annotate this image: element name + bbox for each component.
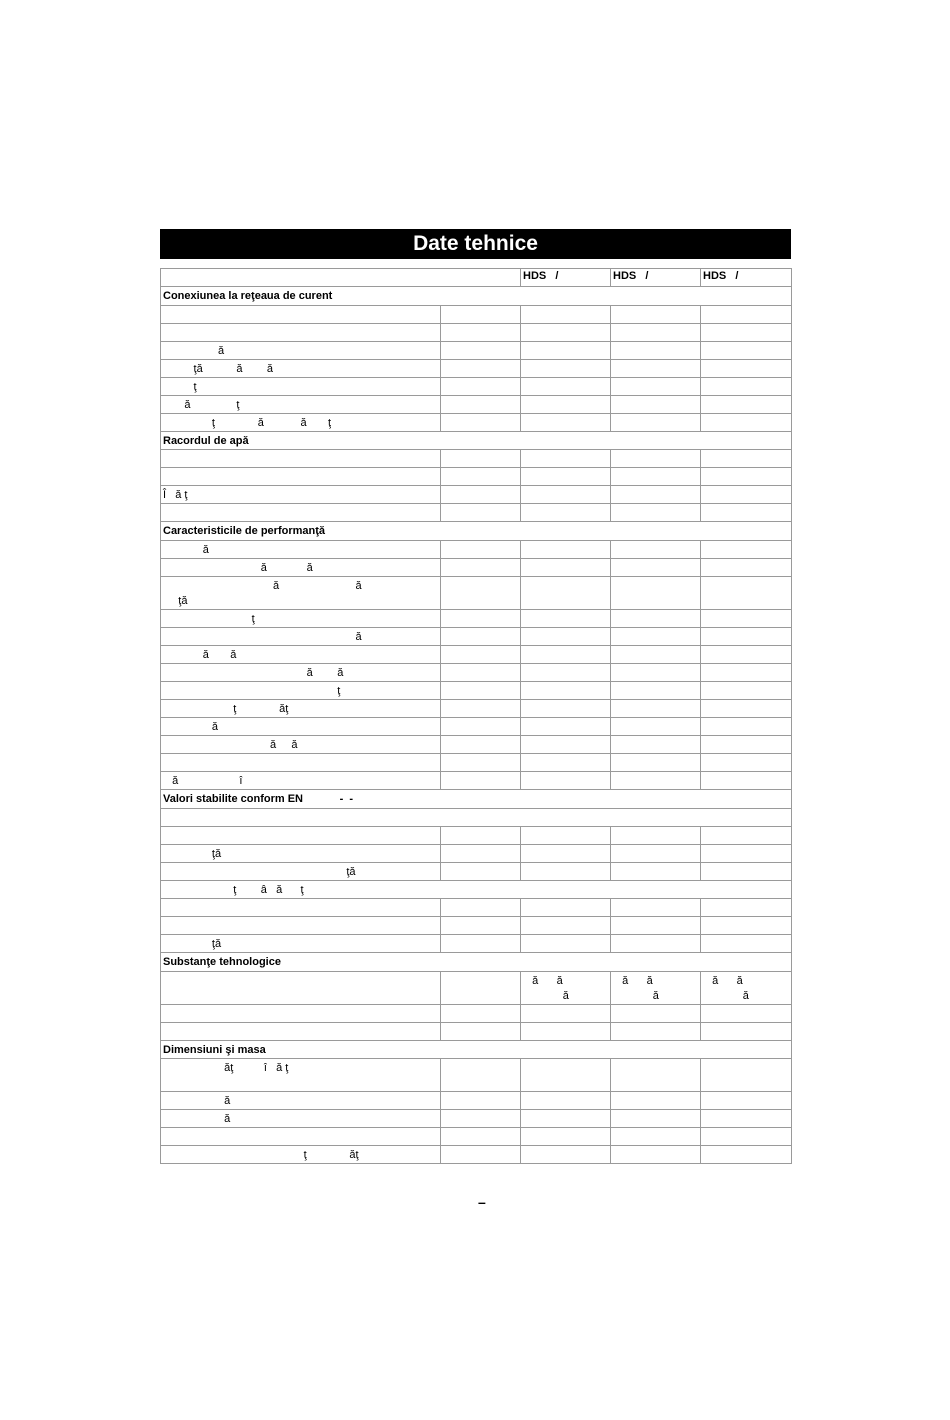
table-row [161, 809, 792, 827]
table-row [161, 1059, 792, 1092]
table-row [161, 772, 792, 790]
table-row [161, 899, 792, 917]
row-label: ă [161, 1110, 441, 1128]
value-cell [701, 541, 792, 559]
value-cell [611, 917, 701, 935]
value-cell [521, 504, 611, 522]
table-row [161, 378, 792, 396]
table-row [161, 1110, 792, 1128]
value-cell [521, 1005, 611, 1023]
value-cell: ă ă ă [701, 972, 792, 1005]
table-row [161, 718, 792, 736]
page-number: – [478, 1194, 486, 1210]
value-cell [521, 378, 611, 396]
value-cell [701, 360, 792, 378]
value-cell [521, 1059, 611, 1092]
table-row [161, 1092, 792, 1110]
value-cell [521, 306, 611, 324]
value-cell [521, 1023, 611, 1041]
row-label [161, 1128, 441, 1146]
value-cell [611, 646, 701, 664]
unit-cell [441, 486, 521, 504]
value-cell [701, 1110, 792, 1128]
value-cell [611, 754, 701, 772]
value-cell [701, 736, 792, 754]
value-cell [611, 378, 701, 396]
value-cell [701, 486, 792, 504]
value-cell [611, 360, 701, 378]
table-row [161, 845, 792, 863]
row-label: ţă [161, 845, 441, 863]
row-label: ţă ă ă [161, 360, 441, 378]
value-cell [611, 863, 701, 881]
value-cell: ă ă ă [521, 972, 611, 1005]
value-cell [701, 342, 792, 360]
row-label: ă [161, 541, 441, 559]
unit-cell [441, 1128, 521, 1146]
unit-cell [441, 845, 521, 863]
row-label: ă [161, 718, 441, 736]
unit-cell [441, 736, 521, 754]
value-cell [521, 468, 611, 486]
section-title: Valori stabilite conform EN - - [161, 790, 792, 809]
unit-cell [441, 1110, 521, 1128]
value-cell [611, 1092, 701, 1110]
value-cell [611, 396, 701, 414]
row-label [161, 754, 441, 772]
unit-cell [441, 1059, 521, 1092]
value-cell [611, 559, 701, 577]
row-label [161, 809, 792, 827]
table-row [161, 682, 792, 700]
table-row [161, 935, 792, 953]
table-row [161, 324, 792, 342]
table-row [161, 881, 792, 899]
value-cell [521, 646, 611, 664]
value-cell [701, 504, 792, 522]
row-label [161, 306, 441, 324]
unit-cell [441, 718, 521, 736]
row-label: ţ [161, 378, 441, 396]
row-label: ă î [161, 772, 441, 790]
row-label: ăţ î ă ţ [161, 1059, 441, 1092]
value-cell [701, 610, 792, 628]
table-row [161, 541, 792, 559]
unit-cell [441, 827, 521, 845]
value-cell [701, 450, 792, 468]
value-cell [611, 414, 701, 432]
value-cell [611, 664, 701, 682]
row-label [161, 324, 441, 342]
value-cell [521, 772, 611, 790]
section-title: Substanţe tehnologice [161, 953, 792, 972]
model-header-cell: HDS / [701, 269, 792, 287]
value-cell [701, 718, 792, 736]
value-cell [701, 863, 792, 881]
model-header-cell: HDS / [521, 269, 611, 287]
value-cell [701, 378, 792, 396]
row-label: ţ ăţ [161, 1146, 441, 1164]
table-row [161, 736, 792, 754]
unit-cell [441, 541, 521, 559]
value-cell [701, 827, 792, 845]
value-cell [521, 935, 611, 953]
unit-cell [441, 559, 521, 577]
value-cell [701, 1092, 792, 1110]
value-cell [521, 342, 611, 360]
table-row [161, 827, 792, 845]
table-row [161, 306, 792, 324]
value-cell [701, 414, 792, 432]
value-cell [521, 899, 611, 917]
unit-cell [441, 628, 521, 646]
row-label [161, 450, 441, 468]
value-cell [521, 486, 611, 504]
value-cell [521, 414, 611, 432]
value-cell [611, 342, 701, 360]
row-label: ţă [161, 935, 441, 953]
value-cell [701, 306, 792, 324]
value-cell [701, 628, 792, 646]
table-row [161, 646, 792, 664]
row-label [161, 1005, 441, 1023]
value-cell [611, 1005, 701, 1023]
value-cell [611, 899, 701, 917]
unit-cell [441, 682, 521, 700]
value-cell [521, 559, 611, 577]
value-cell [521, 845, 611, 863]
value-cell [521, 1110, 611, 1128]
unit-cell [441, 504, 521, 522]
value-cell [521, 718, 611, 736]
row-label: ă [161, 1092, 441, 1110]
table-row [161, 700, 792, 718]
unit-cell [441, 664, 521, 682]
value-cell [701, 1005, 792, 1023]
unit-cell [441, 700, 521, 718]
value-cell [701, 324, 792, 342]
value-cell [611, 468, 701, 486]
value-cell [701, 1023, 792, 1041]
section-title: Conexiunea la reţeaua de curent [161, 287, 792, 306]
row-label: Î ă ţ [161, 486, 441, 504]
value-cell [701, 396, 792, 414]
unit-cell [441, 646, 521, 664]
value-cell [611, 450, 701, 468]
section-title: Dimensiuni şi masa [161, 1041, 792, 1059]
value-cell [521, 827, 611, 845]
row-label: ţ â ă ţ [161, 881, 792, 899]
value-cell [521, 863, 611, 881]
table-row [161, 414, 792, 432]
unit-cell [441, 1146, 521, 1164]
unit-cell [441, 577, 521, 610]
unit-cell [441, 414, 521, 432]
unit-cell [441, 917, 521, 935]
row-label: ţ [161, 610, 441, 628]
value-cell [701, 754, 792, 772]
value-cell [701, 1128, 792, 1146]
value-cell [521, 1146, 611, 1164]
value-cell [611, 541, 701, 559]
value-cell [521, 736, 611, 754]
table-row [161, 1146, 792, 1164]
unit-cell [441, 378, 521, 396]
value-cell [611, 577, 701, 610]
value-cell [611, 772, 701, 790]
table-row [161, 559, 792, 577]
row-label [161, 1023, 441, 1041]
table-row [161, 610, 792, 628]
header-cell [161, 269, 521, 287]
table-row [161, 342, 792, 360]
unit-cell [441, 360, 521, 378]
unit-cell [441, 306, 521, 324]
value-cell [521, 324, 611, 342]
row-label [161, 468, 441, 486]
section-header-row [161, 287, 792, 306]
page-title: Date tehnice [160, 229, 791, 259]
value-cell [611, 736, 701, 754]
value-cell [701, 1059, 792, 1092]
value-cell [611, 1128, 701, 1146]
unit-cell [441, 863, 521, 881]
value-cell [521, 1128, 611, 1146]
value-cell [611, 845, 701, 863]
value-cell [611, 1146, 701, 1164]
value-cell [611, 610, 701, 628]
value-cell [611, 935, 701, 953]
value-cell [521, 1092, 611, 1110]
value-cell [701, 559, 792, 577]
unit-cell [441, 754, 521, 772]
value-cell [611, 700, 701, 718]
unit-cell [441, 1092, 521, 1110]
row-label: ă ă [161, 736, 441, 754]
section-title: Caracteristicile de performanţă [161, 522, 792, 541]
table-header-row [161, 269, 792, 287]
unit-cell [441, 396, 521, 414]
technical-data-table [160, 268, 792, 1164]
unit-cell [441, 342, 521, 360]
value-cell [701, 845, 792, 863]
unit-cell [441, 899, 521, 917]
table-row [161, 628, 792, 646]
value-cell [611, 306, 701, 324]
value-cell [701, 700, 792, 718]
table-row [161, 396, 792, 414]
value-cell [611, 324, 701, 342]
row-label: ă [161, 342, 441, 360]
value-cell [521, 917, 611, 935]
value-cell [521, 360, 611, 378]
section-header-row [161, 953, 792, 972]
value-cell [611, 486, 701, 504]
table-row [161, 917, 792, 935]
unit-cell [441, 935, 521, 953]
value-cell [701, 935, 792, 953]
value-cell [611, 1110, 701, 1128]
table-row [161, 486, 792, 504]
unit-cell [441, 610, 521, 628]
row-label: ă ă [161, 664, 441, 682]
unit-cell [441, 324, 521, 342]
value-cell [701, 682, 792, 700]
value-cell [521, 700, 611, 718]
model-header-cell: HDS / [611, 269, 701, 287]
row-label [161, 827, 441, 845]
value-cell [611, 504, 701, 522]
value-cell [701, 468, 792, 486]
value-cell [611, 827, 701, 845]
value-cell [611, 1023, 701, 1041]
value-cell [701, 1146, 792, 1164]
value-cell [701, 899, 792, 917]
value-cell [521, 450, 611, 468]
row-label: ă ă [161, 646, 441, 664]
row-label: ă [161, 628, 441, 646]
table-row [161, 1023, 792, 1041]
unit-cell [441, 972, 521, 1005]
value-cell [611, 628, 701, 646]
section-title: Racordul de apă [161, 432, 792, 450]
value-cell [521, 610, 611, 628]
table-row [161, 972, 792, 1005]
value-cell [611, 718, 701, 736]
table-row [161, 754, 792, 772]
value-cell [611, 1059, 701, 1092]
row-label: ţ [161, 682, 441, 700]
table-row [161, 468, 792, 486]
unit-cell [441, 1023, 521, 1041]
value-cell [701, 917, 792, 935]
value-cell [521, 396, 611, 414]
value-cell [611, 682, 701, 700]
row-label: ţ ăţ [161, 700, 441, 718]
unit-cell [441, 1005, 521, 1023]
row-label [161, 972, 441, 1005]
row-label: ă ă [161, 559, 441, 577]
row-label: ţă [161, 863, 441, 881]
value-cell [521, 577, 611, 610]
section-header-row [161, 1041, 792, 1059]
value-cell: ă ă ă [611, 972, 701, 1005]
unit-cell [441, 468, 521, 486]
row-label: ă ţ [161, 396, 441, 414]
table-row [161, 360, 792, 378]
value-cell [701, 646, 792, 664]
value-cell [701, 664, 792, 682]
row-label [161, 504, 441, 522]
table-row [161, 577, 792, 610]
row-label: ă ă ţă [161, 577, 441, 610]
row-label [161, 917, 441, 935]
value-cell [521, 664, 611, 682]
value-cell [701, 772, 792, 790]
value-cell [521, 628, 611, 646]
table-row [161, 1005, 792, 1023]
section-header-row [161, 522, 792, 541]
row-label: ţ ă ă ţ [161, 414, 441, 432]
table-row [161, 863, 792, 881]
value-cell [521, 754, 611, 772]
row-label [161, 899, 441, 917]
table-row [161, 664, 792, 682]
table-row [161, 1128, 792, 1146]
table-row [161, 504, 792, 522]
section-header-row [161, 790, 792, 809]
value-cell [701, 577, 792, 610]
unit-cell [441, 450, 521, 468]
value-cell [521, 541, 611, 559]
table-row [161, 450, 792, 468]
value-cell [521, 682, 611, 700]
section-header-row [161, 432, 792, 450]
unit-cell [441, 772, 521, 790]
